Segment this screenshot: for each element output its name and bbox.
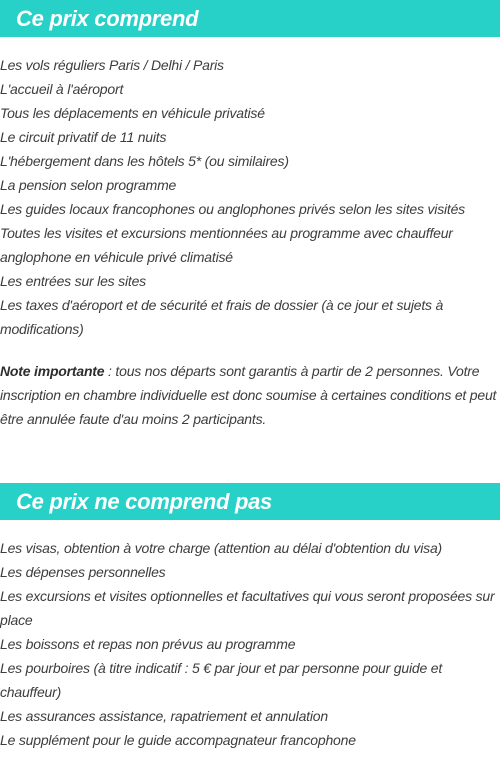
list-item: Les excursions et visites optionnelles et facultatives qui vous seront proposées sur place [0, 588, 495, 628]
list-item: Les guides locaux francophones ou anglophones privés selon les sites visités [0, 201, 465, 217]
list-item: Les dépenses personnelles [0, 564, 166, 580]
section-excluded-title: Ce prix ne comprend pas [16, 488, 272, 514]
important-note-label: Note importante [0, 363, 105, 379]
list-item: L'accueil à l'aéroport [0, 81, 124, 97]
important-note [0, 359, 500, 431]
included-list [0, 53, 500, 341]
list-item: Le supplément pour le guide accompagnateur francophone [0, 732, 356, 748]
important-note-text: : tous nos départs sont garantis à partir de 2 personnes. Votre inscription en chambre individuelle est donc soumise à certaines conditions et peut être annulée faute d'au moins 2 participants. [0, 363, 497, 427]
list-item: Toutes les visites et excursions mentionnées au programme avec chauffeur anglophone en véhicule privé climatisé [0, 225, 453, 265]
list-item: Les assurances assistance, rapatriement et annulation [0, 708, 328, 724]
list-item: Les entrées sur les sites [0, 273, 146, 289]
excluded-list [0, 536, 500, 752]
section-included-header [0, 0, 500, 37]
list-item: Les boissons et repas non prévus au programme [0, 636, 296, 652]
list-item: Les vols réguliers Paris / Delhi / Paris [0, 57, 224, 73]
list-item: Tous les déplacements en véhicule privatisé [0, 105, 265, 121]
list-item: La pension selon programme [0, 177, 177, 193]
list-item: Le circuit privatif de 11 nuits [0, 129, 167, 145]
section-excluded-header [0, 483, 500, 520]
list-item: Les pourboires (à titre indicatif : 5 € par jour et par personne pour guide et chauffeur) [0, 660, 443, 700]
list-item: Les taxes d'aéroport et de sécurité et frais de dossier (à ce jour et sujets à modifications) [0, 297, 444, 337]
list-item: L'hébergement dans les hôtels 5* (ou similaires) [0, 153, 289, 169]
list-item: Les visas, obtention à votre charge (attention au délai d'obtention du visa) [0, 540, 442, 556]
section-included-title: Ce prix comprend [16, 5, 199, 31]
